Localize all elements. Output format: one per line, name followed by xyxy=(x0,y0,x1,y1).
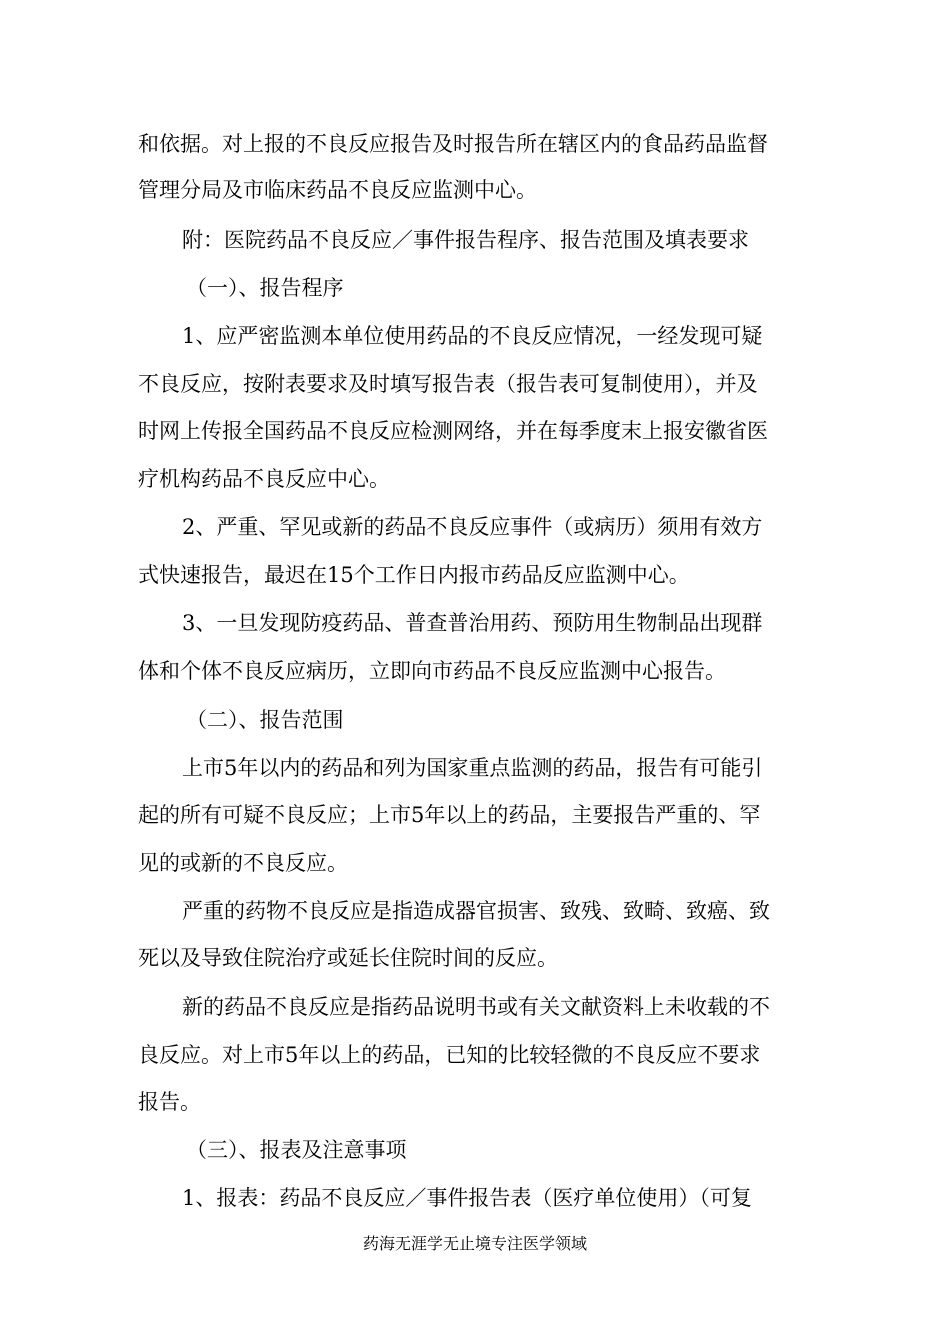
paragraph-line: 良反应。对上市5年以上的药品，已知的比较轻微的不良反应不要求 xyxy=(138,1043,761,1067)
section-heading-1: （一）、报告程序 xyxy=(186,276,344,300)
paragraph-line: 2、严重、罕见或新的药品不良反应事件（或病历）须用有效方 xyxy=(182,515,763,539)
paragraph-line: 上市5年以内的药品和列为国家重点监测的药品，报告有可能引 xyxy=(182,756,763,780)
paragraph-line: 1、报表：药品不良反应／事件报告表（医疗单位使用）（可复 xyxy=(182,1186,752,1210)
paragraph-line: 疗机构药品不良反应中心。 xyxy=(138,467,390,491)
paragraph-line: 死以及导致住院治疗或延长住院时间的反应。 xyxy=(138,946,558,970)
appendix-note: 附：医院药品不良反应／事件报告程序、报告范围及填表要求 xyxy=(182,228,749,252)
paragraph-line: 起的所有可疑不良反应；上市5年以上的药品，主要报告严重的、罕 xyxy=(138,803,761,827)
paragraph-line: 不良反应，按附表要求及时填写报告表（报告表可复制使用），并及 xyxy=(138,372,758,396)
paragraph-line: 报告。 xyxy=(138,1090,201,1114)
paragraph-line: 和依据。对上报的不良反应报告及时报告所在辖区内的食品药品监督 xyxy=(138,132,768,156)
section-heading-2: （二）、报告范围 xyxy=(186,708,344,732)
paragraph-line: 1、应严密监测本单位使用药品的不良反应情况，一经发现可疑 xyxy=(182,324,763,348)
paragraph-line: 新的药品不良反应是指药品说明书或有关文献资料上未收载的不 xyxy=(182,995,770,1019)
page-footer: 药海无涯学无止境专注医学领域 xyxy=(362,1234,587,1253)
paragraph-line: 式快速报告，最迟在15个工作日内报市药品反应监测中心。 xyxy=(138,563,690,587)
paragraph-line: 管理分局及市临床药品不良反应监测中心。 xyxy=(138,178,537,202)
paragraph-line: 3、一旦发现防疫药品、普查普治用药、预防用生物制品出现群 xyxy=(182,611,763,635)
paragraph-line: 体和个体不良反应病历，立即向市药品不良反应监测中心报告。 xyxy=(138,659,726,683)
paragraph-line: 见的或新的不良反应。 xyxy=(138,851,348,875)
paragraph-line: 时网上传报全国药品不良反应检测网络，并在每季度末上报安徽省医 xyxy=(138,419,768,443)
paragraph-line: 严重的药物不良反应是指造成器官损害、致残、致畸、致癌、致 xyxy=(182,899,770,923)
section-heading-3: （三）、报表及注意事项 xyxy=(186,1138,407,1162)
